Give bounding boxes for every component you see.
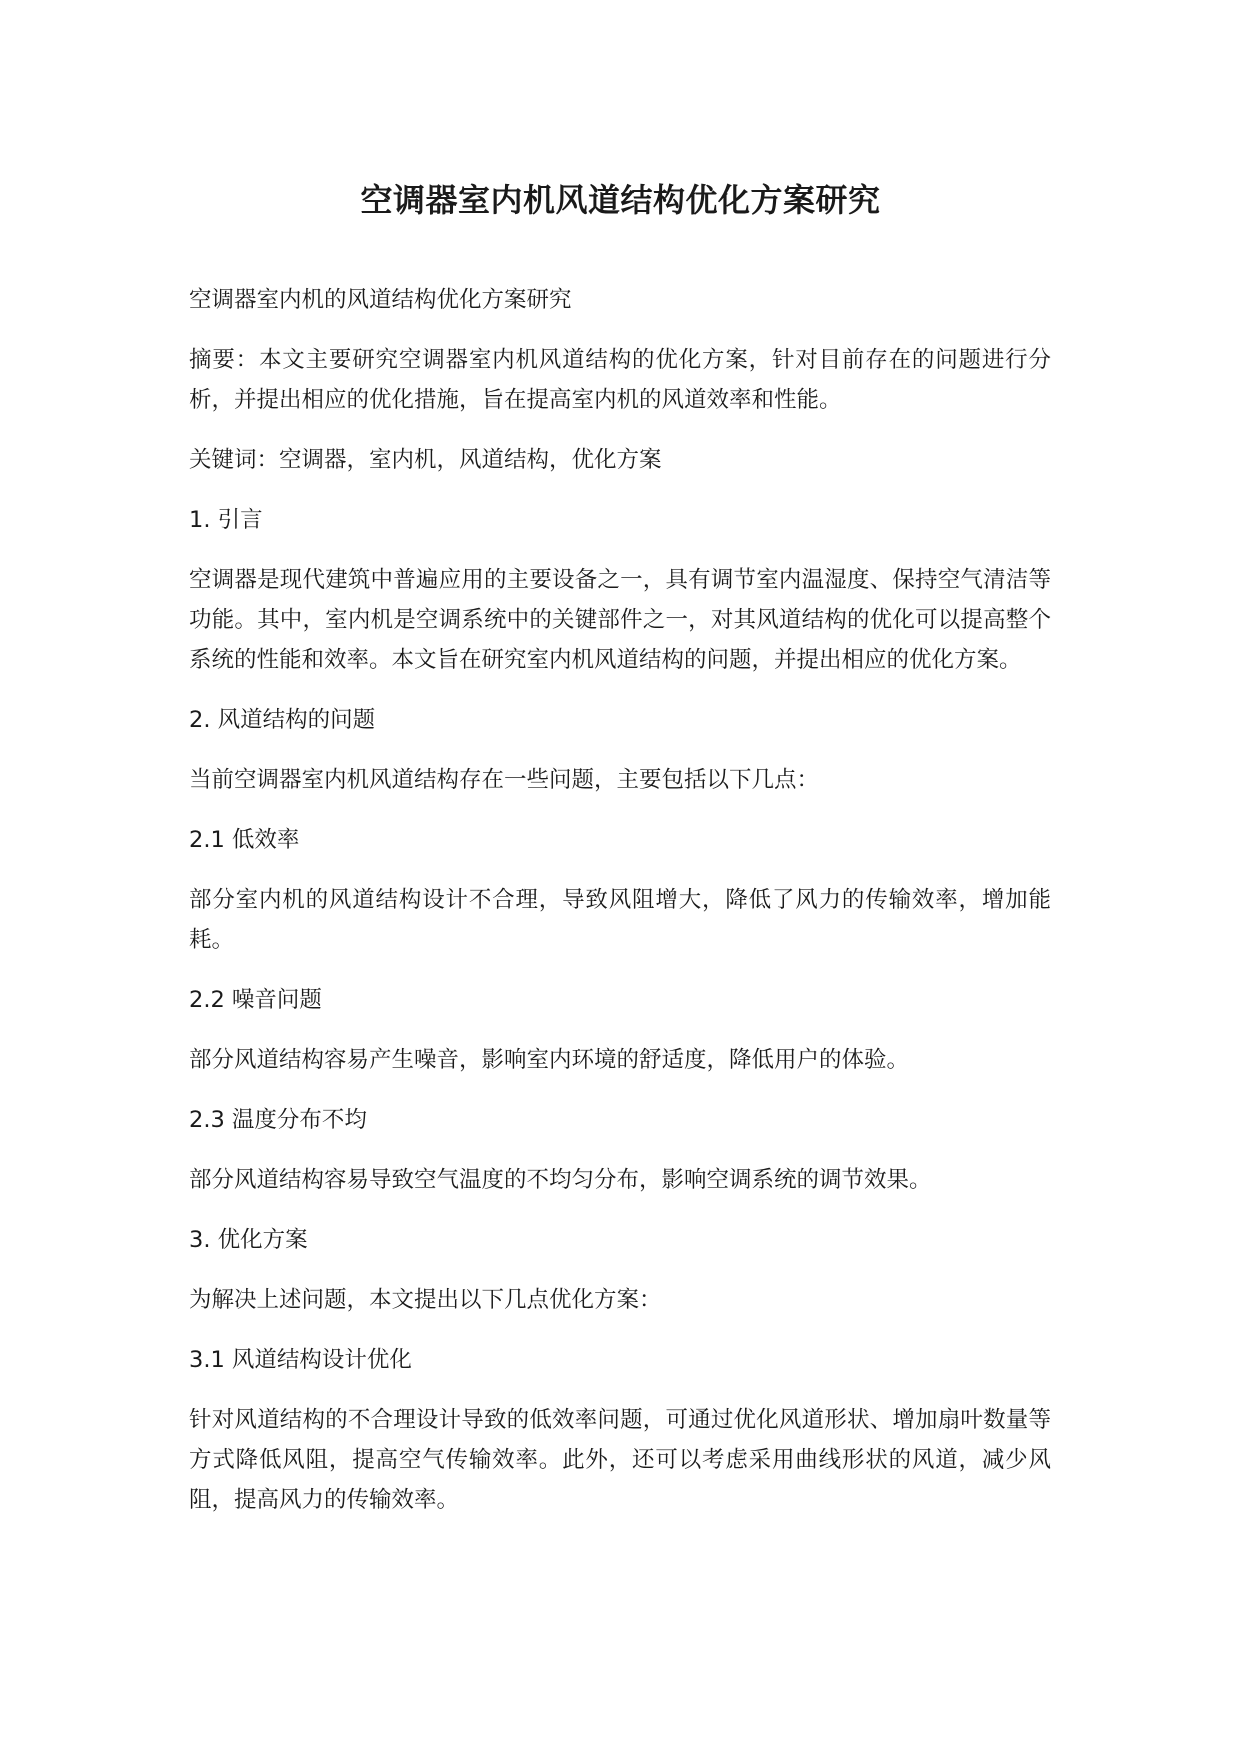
abstract-paragraph: 摘要：本文主要研究空调器室内机风道结构的优化方案，针对目前存在的问题进行分析，并提出相应的优化措施，旨在提高室内机的风道效率和性能。: [189, 347, 1051, 413]
body-paragraph: 空调器是现代建筑中普遍应用的主要设备之一，具有调节室内温湿度、保持空气清洁等功能。其中，室内机是空调系统中的关键部件之一，对其风道结构的优化可以提高整个系统的性能和效率。本文旨在研究室内机风道结构的问题，并提出相应的优化方案。: [189, 567, 1051, 673]
keywords-paragraph: 关键词：空调器，室内机，风道结构，优化方案: [189, 447, 662, 473]
subsection-heading: 3.1 风道结构设计优化: [189, 1347, 412, 1373]
body-paragraph: 针对风道结构的不合理设计导致的低效率问题，可通过优化风道形状、增加扇叶数量等方式降低风阻，提高空气传输效率。此外，还可以考虑采用曲线形状的风道，减少风阻，提高风力的传输效率。: [189, 1407, 1051, 1513]
document-body: [189, 280, 1051, 1540]
section-heading: 2. 风道结构的问题: [189, 707, 376, 733]
body-paragraph: 为解决上述问题，本文提出以下几点优化方案：: [189, 1287, 662, 1313]
subtitle-paragraph: 空调器室内机的风道结构优化方案研究: [189, 287, 572, 313]
body-paragraph: 部分风道结构容易产生噪音，影响室内环境的舒适度，降低用户的体验。: [189, 1047, 910, 1073]
body-paragraph: 部分风道结构容易导致空气温度的不均匀分布，影响空调系统的调节效果。: [189, 1167, 932, 1193]
subsection-heading: 2.2 噪音问题: [189, 987, 322, 1013]
section-heading: 3. 优化方案: [189, 1227, 308, 1253]
subsection-heading: 2.1 低效率: [189, 827, 300, 853]
document-title: 空调器室内机风道结构优化方案研究: [360, 181, 881, 219]
body-paragraph: 当前空调器室内机风道结构存在一些问题，主要包括以下几点：: [189, 767, 820, 793]
subsection-heading: 2.3 温度分布不均: [189, 1107, 367, 1133]
section-heading: 1. 引言: [189, 507, 263, 533]
body-paragraph: 部分室内机的风道结构设计不合理，导致风阻增大，降低了风力的传输效率，增加能耗。: [189, 887, 1051, 953]
